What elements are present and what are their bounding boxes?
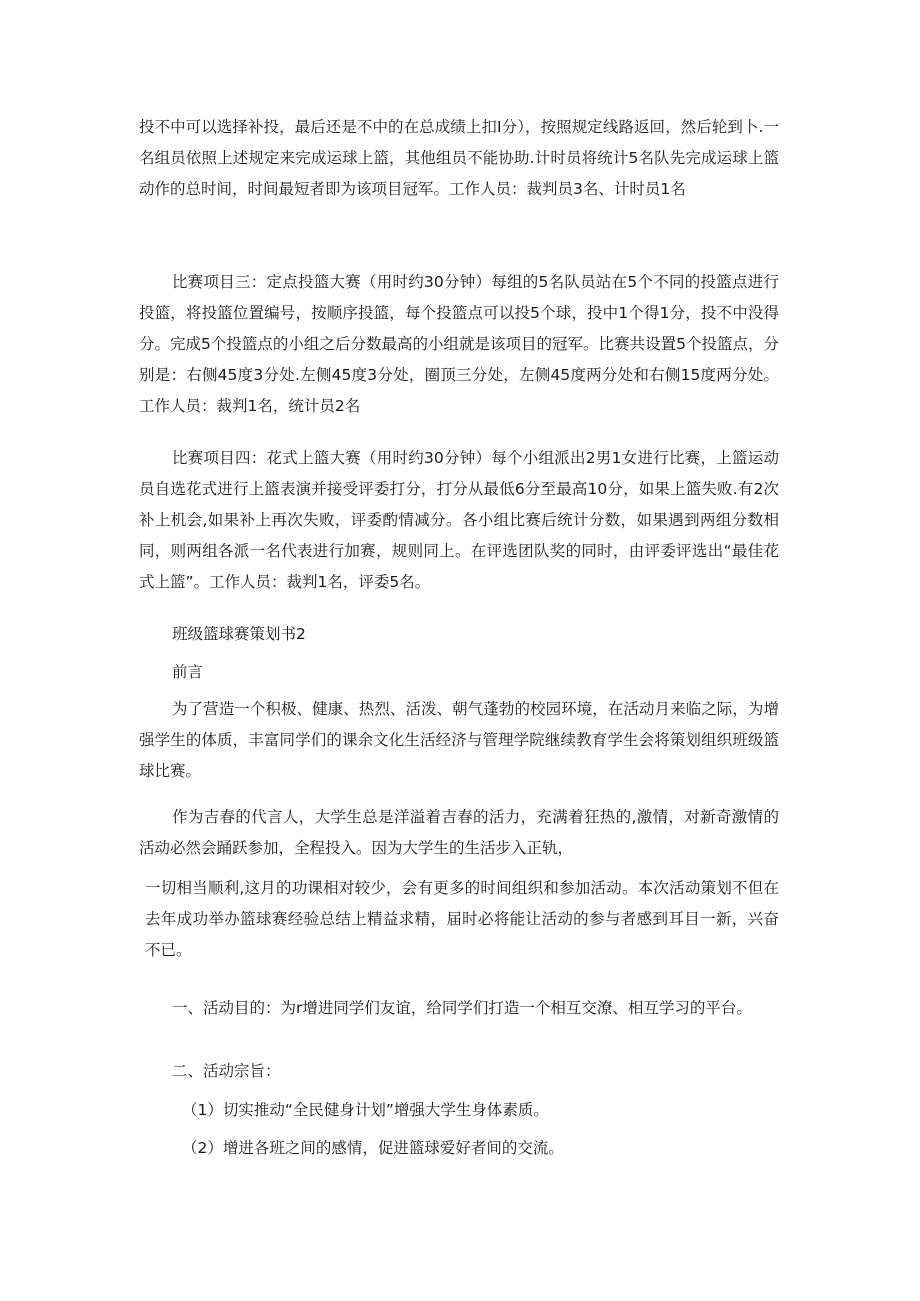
paragraph-1 <box>139 112 779 205</box>
paragraph-competition-4 <box>139 443 779 598</box>
paragraph-text: 一切相当顺利,这月的功课相对较少，会有更多的时间组织和参加活动。本次活动策划不但在去年成功举办篮球赛经验总结上精益求精，届时必将能让活动的参与者感到耳目一新，兴奋不已。 <box>145 879 779 959</box>
paragraph-competition-3 <box>139 267 779 422</box>
preface-heading: 前言 <box>172 663 204 681</box>
paragraph-preface-1 <box>139 694 779 787</box>
section-purpose-heading: 二、活动宗旨： <box>172 1062 281 1080</box>
paragraph-text: 作为吉春的代言人，大学生总是洋溢着吉春的活力，充满着狂热的,激情，对新奇激情的活动必然会踊跃参加，全程投入。因为大学生的生活步入正轨， <box>139 808 779 857</box>
paragraph-text: 比赛项目四：花式上篮大赛（用时约30分钟）每个小组派出2男1女进行比赛，上篮运动员自选花式进行上篮表演并接受评委打分，打分从最低6分至最高10分，如果上篮失败.有2次补上机会,如果补上再次失败，评委酌情减分。各小组比赛后统计分数，如果遇到两组分数相同，则两组各派一名代表进行加赛，规则同上。在评选团队奖的同时，由评委评选出“最佳花式上篮”。工作人员：裁判1名，评委5名。 <box>139 449 779 591</box>
section-title: 班级篮球赛策划书2 <box>172 625 306 643</box>
list-item: （1）切实推动“全民健身计划”增强大学生身体素质。 <box>182 1101 549 1119</box>
paragraph-text: 投不中可以选择补投，最后还是不中的在总成绩上扣I分），按照规定线路返回，然后轮到卜.一名组员依照上述规定来完成运球上篮，其他组员不能协助.计时员将统计5名队先完成运球上篮动作的总时间，时间最短者即为该项目冠军。工作人员：裁判员3名、计时员1名 <box>139 118 779 198</box>
paragraph-text: 比赛项目三：定点投篮大赛（用时约30分钟）每组的5名队员站在5个不同的投篮点进行投篮，将投篮位置编号，按顺序投篮，每个投篮点可以投5个球，投中1个得1分，投不中没得分。完成5个投篮点的小组之后分数最高的小组就是该项目的冠军。比赛共设置5个投篮点，分别是：右侧45度3分处.左侧45度3分处，圈顶三分处，左侧45度两分处和右侧15度两分处。工作人员：裁判1名，统计员2名 <box>139 273 779 415</box>
paragraph-preface-2 <box>139 802 779 864</box>
paragraph-text: 为了营造一个积极、健康、热烈、活泼、朝气蓬勃的校园环境，在活动月来临之际，为增强学生的体质，丰富同学们的课余文化生活经济与管理学院继续教育学生会将策划组织班级篮球比赛。 <box>139 700 779 780</box>
paragraph-text: 一、活动目的：为r增进同学们友谊，给同学们打造一个相互交潦、相互学习的平台。 <box>172 999 752 1017</box>
paragraph-preface-3 <box>145 873 779 966</box>
list-item: （2）增进各班之间的感情，促进篮球爱好者间的交流。 <box>182 1139 564 1157</box>
paragraph-purpose <box>139 993 779 1024</box>
